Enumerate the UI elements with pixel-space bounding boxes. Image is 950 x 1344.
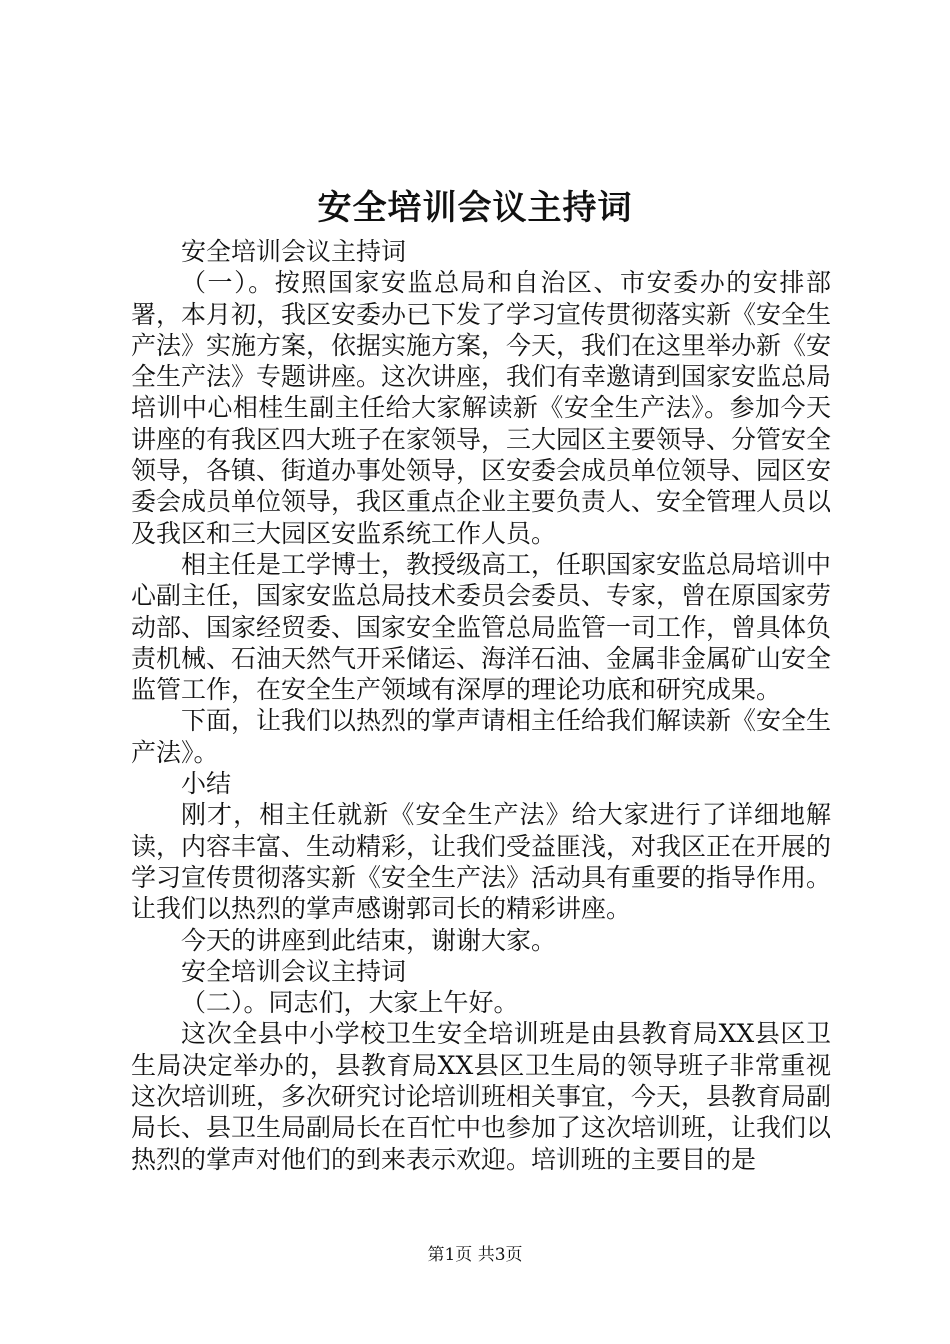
paragraph: 刚才，相主任就新《安全生产法》给大家进行了详细地解读，内容丰富、生动精彩，让我们受益匪浅，对我区正在开展的学习宣传贯彻落实新《安全生产法》活动具有重要的指导作用。让我们以热烈的掌声感谢郭司长的精彩讲座。 [131, 800, 832, 924]
paragraph-summary-label: 小结 [181, 769, 232, 799]
paragraph: 这次全县中小学校卫生安全培训班是由县教育局XX县区卫生局决定举办的，县教育局XX县区卫生局的领导班子非常重视这次培训班，多次研究讨论培训班相关事宜，今天，县教育局副局长、县卫生局副局长在百忙中也参加了这次培训班，让我们以热烈的掌声对他们的到来表示欢迎。培训班的主要目的是 [131, 1019, 832, 1174]
paragraph-heading-2: 安全培训会议主持词 [181, 956, 407, 986]
paragraph: 相主任是工学博士，教授级高工，任职国家安监总局培训中心副主任，国家安监总局技术委员会委员、专家，曾在原国家劳动部、国家经贸委、国家安全监管总局监管一司工作，曾具体负责机械、石油天然气开采储运、海洋石油、金属非金属矿山安全监管工作，在安全生产领域有深厚的理论功底和研究成果。 [131, 549, 832, 705]
paragraph: 下面，让我们以热烈的掌声请相主任给我们解读新《安全生产法》。 [131, 706, 832, 767]
document-body [131, 236, 831, 1175]
paragraph: （二）。同志们，大家上午好。 [181, 988, 519, 1018]
paragraph: （一）。按照国家安监总局和自治区、市安委办的安排部署，本月初，我区安委办已下发了学习宣传贯彻落实新《安全生产法》实施方案，依据实施方案，今天，我们在这里举办新《安全生产法》专题讲座。这次讲座，我们有幸邀请到国家安监总局培训中心相桂生副主任给大家解读新《安全生产法》。参加今天讲座的有我区四大班子在家领导，三大园区主要领导、分管安全领导，各镇、街道办事处领导，区安委会成员单位领导、园区安委会成员单位领导，我区重点企业主要负责人、安全管理人员以及我区和三大园区安监系统工作人员。 [131, 268, 832, 548]
paragraph-heading-1: 安全培训会议主持词 [181, 237, 407, 266]
document-title: 安全培训会议主持词 [317, 188, 633, 228]
paragraph: 今天的讲座到此结束，谢谢大家。 [181, 925, 557, 955]
page-number: 第1页 共3页 [427, 1245, 523, 1265]
